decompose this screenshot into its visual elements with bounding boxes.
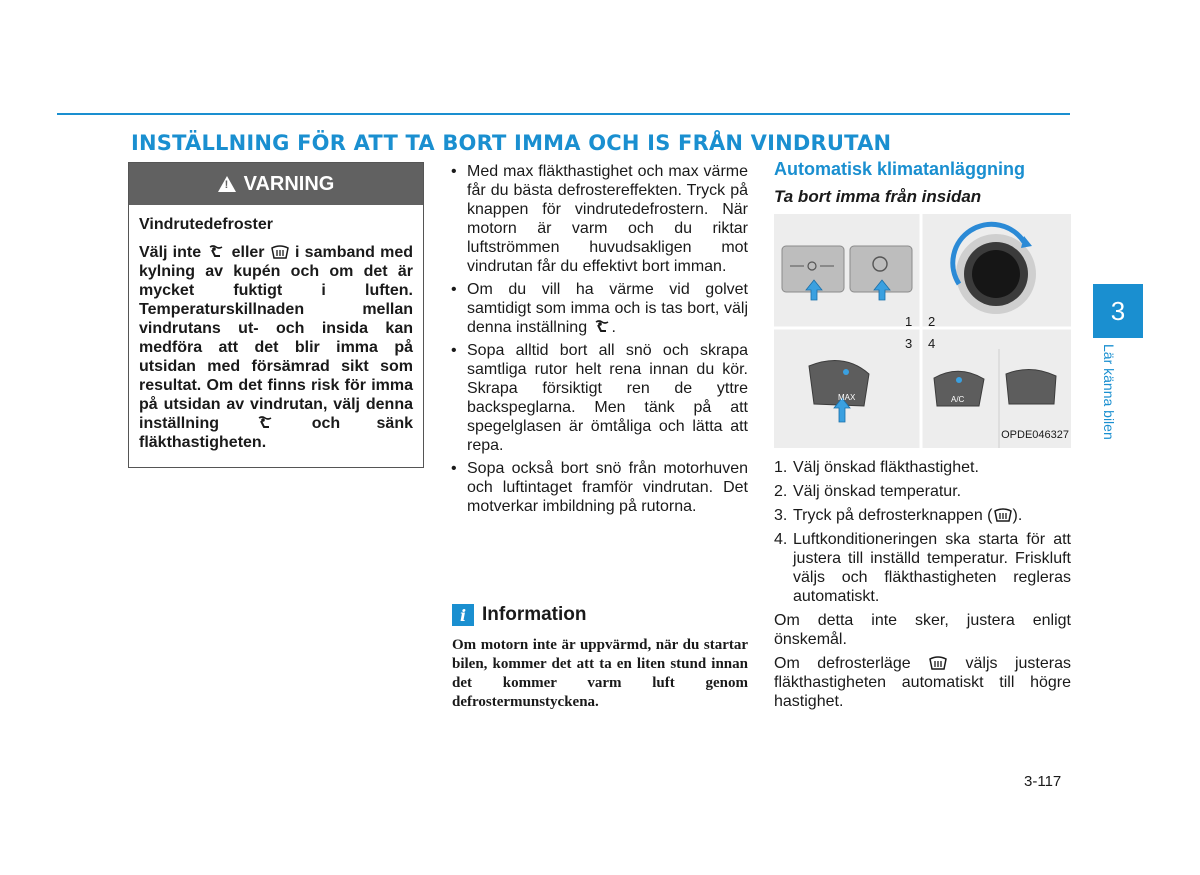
step-text: Tryck på defrosterknappen (: [793, 507, 993, 524]
floor-defrost-mode-icon: [206, 244, 226, 260]
header-rule: [57, 113, 1070, 115]
warning-text-part: i samband med kylning av kupén och om det är mycket fuktigt i luften. Temperaturskillnaden mellan vindrutans ut- och insida kan medföra att det blir imma på utsidan med försämrad sikt som resultat. Om det finns risk för imma på utsidan av vindrutan, välj denna inställning: [139, 244, 414, 432]
step-number: 2.: [774, 483, 788, 500]
warning-header: [129, 163, 423, 205]
windshield-defrost-icon: [270, 244, 290, 260]
bullet-suffix: .: [611, 319, 616, 336]
paragraph: [774, 654, 1071, 711]
information-text: Om motorn inte är uppvärmd, när du startar bilen, kommer det att ta en liten stund innan det kommer varm luft genom defrostermunstyckena.: [452, 637, 748, 710]
middle-column: [450, 162, 748, 520]
figure-id: OPDE046327: [1001, 429, 1069, 441]
bullet-item: • Med max fläkthastighet och max värme får du bästa defrostereffekten. Tryck på knappen för vindrutedefrostern. När motorn är varm och du riktar luftströmmen huvudsakligen mot vindrutan får du effektivt bort imman.: [450, 162, 748, 276]
paragraph-text: väljs justeras fläkthastigheten automatiskt till högre hastighet.: [774, 655, 1071, 710]
max-button-label: MAX: [838, 393, 856, 402]
panel-number: 3: [905, 336, 913, 351]
climate-control-figure: [774, 214, 1071, 448]
paragraph: Om detta inte sker, justera enligt önskemål.: [774, 612, 1071, 648]
step-number: 4.: [774, 531, 788, 548]
floor-defrost-mode-icon: [255, 415, 275, 431]
step-text: Välj önskad temperatur.: [793, 483, 962, 500]
floor-defrost-mode-icon: [592, 319, 612, 335]
warning-text-part: eller: [231, 244, 265, 261]
section-subtitle: Ta bort imma från insidan: [774, 187, 982, 206]
info-icon: i: [452, 604, 474, 626]
chapter-tab: 3: [1093, 284, 1143, 338]
step-text: ).: [1012, 507, 1023, 524]
bullet-item: • Sopa också bort snö från motorhuven och luftintaget framför vindrutan. Det motverkar imbildning på rutorna.: [450, 459, 748, 516]
steps-list: [774, 458, 1071, 606]
section-title: Automatisk klimatanläggning: [774, 159, 1026, 179]
step-number: 3.: [774, 507, 788, 524]
step-text: Välj önskad fläkthastighet.: [793, 459, 979, 476]
windshield-defrost-icon: [993, 507, 1013, 523]
warning-text-part: och sänk fläkthastigheten.: [139, 415, 413, 451]
page-title: INSTÄLLNING FÖR ATT TA BORT IMMA OCH IS FRÅN VINDRUTAN: [131, 131, 892, 155]
information-box: [452, 604, 748, 712]
step-item: [774, 482, 1071, 501]
right-column: [774, 160, 1071, 716]
step-item: [774, 530, 1071, 606]
warning-subtitle: Vindrutedefroster: [139, 216, 273, 233]
warning-text-part: Välj inte: [139, 244, 202, 261]
warning-box: [128, 162, 424, 468]
information-label: Information: [482, 604, 587, 625]
step-item: [774, 506, 1071, 525]
bullet-item: [450, 280, 748, 337]
warning-label: VARNING: [243, 172, 335, 195]
warning-triangle-icon: !: [218, 176, 236, 192]
panel-number: 2: [928, 314, 936, 329]
panel-number: 4: [928, 336, 936, 351]
page-number: 3-117: [1024, 773, 1062, 790]
bullet-text: Om du vill ha värme vid golvet samtidigt som imma och is tas bort, välj denna inställning: [467, 281, 748, 336]
ac-button-label: A/C: [951, 395, 965, 404]
windshield-defrost-icon: [928, 655, 948, 671]
step-number: 1.: [774, 459, 788, 476]
chapter-label: Lär känna bilen: [1101, 344, 1117, 440]
paragraph-text: Om defrosterläge: [774, 655, 911, 672]
warning-text: [139, 243, 413, 452]
figure-illustration: [774, 214, 1071, 448]
step-item: [774, 458, 1071, 477]
panel-number: 1: [905, 314, 913, 329]
bullet-item: • Sopa alltid bort all snö och skrapa samtliga rutor helt rena innan du kör. Skrapa försiktigt ren de yttre backspeglarna. Men tänk på att spegelglasen är ömtåliga och lätta att repa.: [450, 341, 748, 455]
step-text: Luftkonditioneringen ska starta för att justera till inställd temperatur. Friskluft väljs och fläkthastigheten regleras automatiskt.: [793, 531, 1071, 605]
